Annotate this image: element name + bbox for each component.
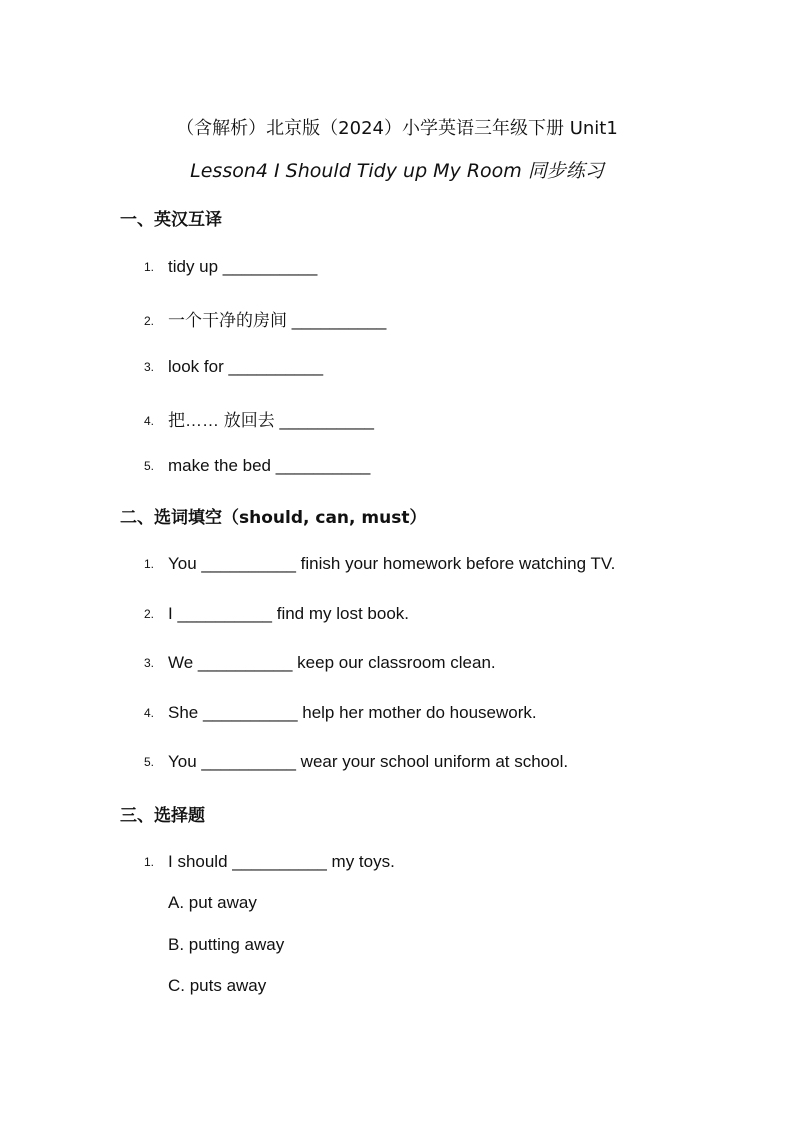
section-heading-multiple-choice: 三、选择题: [120, 806, 205, 826]
item-text: I should __________ my toys.: [168, 852, 395, 871]
choice-option-b: B. putting away: [168, 935, 285, 954]
item-text: You __________ finish your homework before watching TV.: [168, 554, 616, 573]
item-text: 把…… 放回去 __________: [168, 411, 374, 430]
item-number: 3.: [144, 656, 155, 670]
document-title-line2: Lesson4 I Should Tidy up My Room 同步练习: [190, 160, 604, 182]
list-item: [144, 456, 370, 476]
item-text: make the bed __________: [168, 456, 371, 475]
list-item: [144, 357, 323, 377]
item-text: She __________ help her mother do housework.: [168, 703, 537, 722]
list-item: [144, 752, 568, 772]
item-text: We __________ keep our classroom clean.: [168, 653, 496, 672]
item-number: 4.: [144, 414, 155, 428]
item-number: 1.: [144, 557, 155, 571]
item-number: 5.: [144, 459, 155, 473]
item-number: 2.: [144, 607, 155, 621]
list-item: [144, 257, 317, 277]
item-text: look for __________: [168, 357, 324, 376]
choice-option-c: C. puts away: [168, 976, 267, 995]
list-item: [144, 703, 537, 723]
list-item: [144, 653, 496, 673]
list-item: [144, 604, 409, 624]
item-text: I __________ find my lost book.: [168, 604, 409, 623]
item-number: 3.: [144, 360, 155, 374]
section-heading-fill-in: 二、选词填空（should, can, must）: [120, 508, 427, 528]
list-item: [144, 554, 615, 574]
item-text: 一个干净的房间 __________: [168, 311, 387, 330]
list-item: [144, 306, 386, 331]
item-number: 5.: [144, 755, 155, 769]
item-number: 1.: [144, 855, 155, 869]
section-heading-translation: 一、英汉互译: [120, 210, 222, 230]
choice-option-a: A. put away: [168, 893, 257, 912]
item-text: tidy up __________: [168, 257, 318, 276]
document-title-line1: （含解析）北京版（2024）小学英语三年级下册 Unit1: [176, 118, 618, 139]
item-text: You __________ wear your school uniform at school.: [168, 752, 569, 771]
list-item: [144, 406, 374, 431]
item-number: 2.: [144, 314, 155, 328]
item-number: 1.: [144, 260, 155, 274]
item-number: 4.: [144, 706, 155, 720]
list-item: [144, 852, 395, 872]
